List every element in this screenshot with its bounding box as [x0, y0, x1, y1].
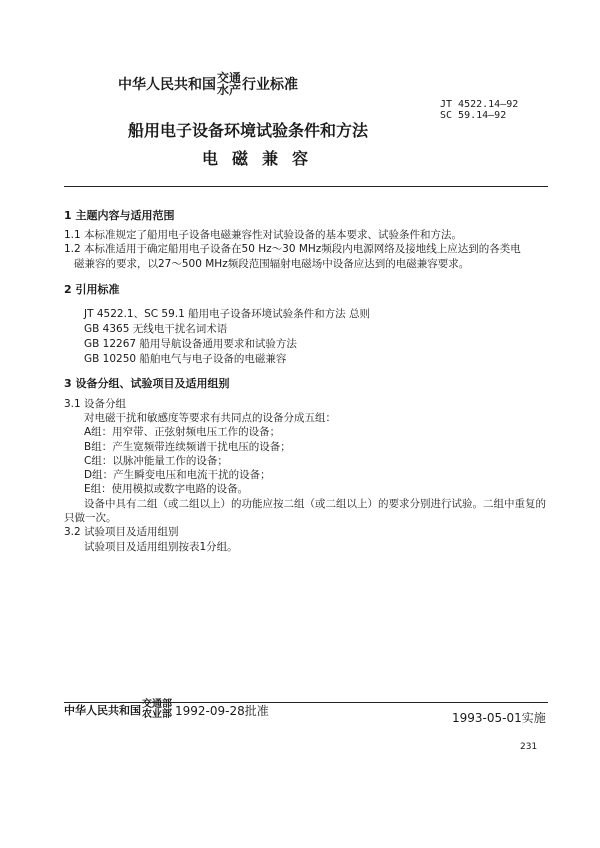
body-line: 只做一次。: [64, 512, 117, 524]
body-line: 设备中具有二组（或二组以上）的功能应按二组（或二组以上）的要求分别进行试验。二组中重复的: [84, 498, 546, 510]
body-line: 对电磁干扰和敏感度等要求有共同点的设备分成五组：: [84, 412, 336, 424]
page-number: 231: [520, 742, 538, 752]
footer-org-prefix: 中华人民共和国: [64, 704, 141, 717]
header-org-stack: [217, 72, 241, 96]
header-divider: [64, 186, 548, 187]
body-line: 1.1 本标准规定了船用电子设备电磁兼容性对试验设备的基本要求、试验条件和方法。: [64, 229, 463, 241]
body-line: GB 4365 无线电干扰名词术语: [84, 323, 228, 335]
body-line: 3.1 设备分组: [64, 398, 127, 410]
header-org-prefix: 中华人民共和国: [118, 77, 216, 93]
approval-date: 1992-09-28批准: [175, 703, 269, 718]
body-line: E组：使用模拟或数字电路的设备。: [84, 483, 249, 495]
document-subtitle: 电磁兼容: [201, 149, 322, 168]
footer-ministry-top: 交通部: [142, 699, 172, 710]
standard-code-sc: SC 59.14—92: [440, 110, 507, 121]
body-line: D组：产生瞬变电压和电流干扰的设备；: [84, 469, 271, 481]
body-line: A组：用窄带、正弦射频电压工作的设备；: [84, 426, 281, 438]
body-line: C组：以脉冲能量工作的设备；: [84, 455, 228, 467]
section-heading: 2 引用标准: [64, 283, 120, 296]
section-heading: 1 主题内容与适用范围: [64, 209, 175, 222]
body-line: 3.2 试验项目及适用组别: [64, 526, 179, 538]
body-line: B组：产生宽频带连续频谱干扰电压的设备；: [84, 441, 291, 453]
standard-code-jt: JT 4522.14—92: [440, 99, 519, 110]
body-line: 磁兼容的要求，以27～500 MHz频段范围辐射电磁场中设备应达到的电磁兼容要求。: [74, 258, 470, 270]
body-line: JT 4522.1、SC 59.1 船用电子设备环境试验条件和方法 总则: [84, 308, 370, 320]
standard-header: [118, 72, 298, 96]
implementation-date: 1993-05-01实施: [452, 711, 546, 725]
footer-approval: [64, 700, 269, 720]
header-org-stack-bottom: 水产: [217, 83, 242, 97]
body-line: GB 10250 船舶电气与电子设备的电磁兼容: [84, 353, 287, 365]
document-title: 船用电子设备环境试验条件和方法: [127, 121, 368, 140]
body-line: 试验项目及适用组别按表1分组。: [84, 541, 238, 553]
body-line: 1.2 本标准适用于确定船用电子设备在50 Hz～30 MHz频段内电源网络及接地线上应达到的各类电: [64, 243, 521, 255]
header-org-stack-top: 交通: [217, 71, 242, 85]
header-org-suffix: 行业标准: [242, 77, 299, 93]
footer-ministry-stack: [142, 700, 172, 720]
section-heading: 3 设备分组、试验项目及适用组别: [64, 377, 230, 390]
body-line: GB 12267 船用导航设备通用要求和试验方法: [84, 338, 297, 350]
footer-ministry-bottom: 农业部: [142, 709, 172, 720]
